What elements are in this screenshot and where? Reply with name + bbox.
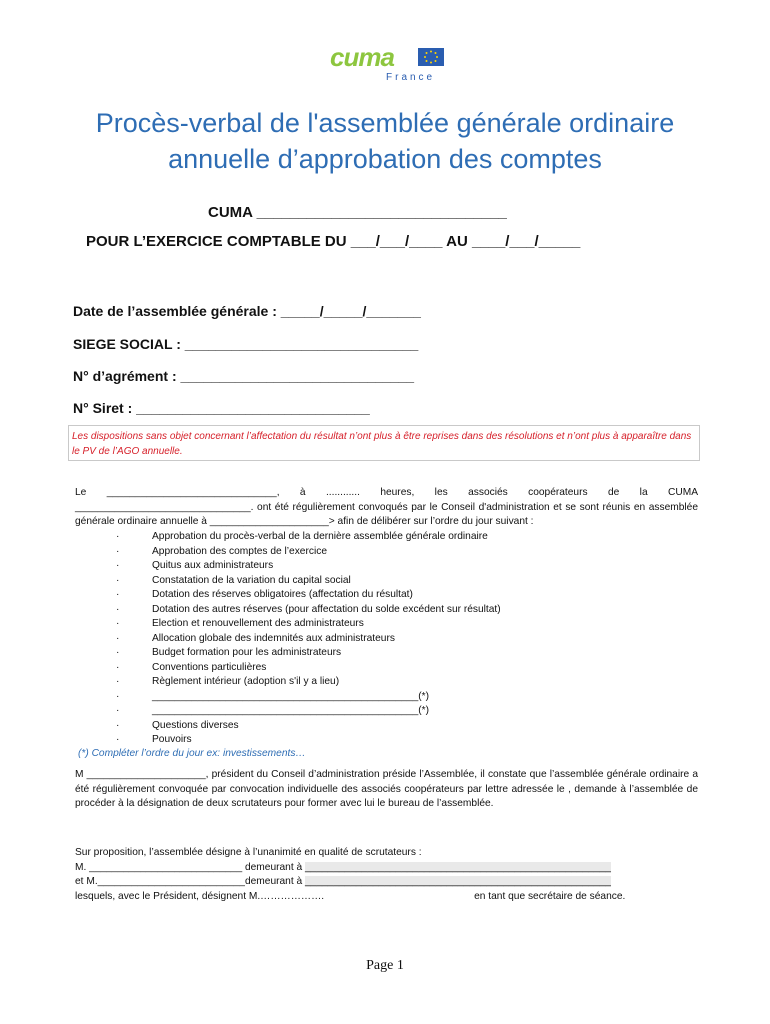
bullet: · <box>116 705 120 716</box>
agenda-item-label: _______________________________________________(*) <box>152 690 430 702</box>
bullet: · <box>116 618 120 629</box>
bullet: · <box>116 560 120 571</box>
agenda-item-label: Règlement intérieur (adoption s'il y a lieu) <box>152 676 340 687</box>
scrutineer-2-name: et M.__________________________demeurant à <box>75 876 305 887</box>
bullet: · <box>116 632 120 644</box>
agenda-item-label: Dotation des réserves obligatoires (affectation du résultat) <box>152 589 413 600</box>
bullet: · <box>116 545 120 557</box>
agenda-item-label: Pouvoirs <box>152 734 192 745</box>
list-item <box>116 646 501 661</box>
bullet: · <box>116 734 120 745</box>
list-item <box>116 733 501 748</box>
bullet: · <box>116 603 120 615</box>
list-item <box>116 690 501 705</box>
notice-box <box>68 425 700 461</box>
agenda-item-label: Conventions particulières <box>152 661 267 673</box>
agenda-item-label: Questions diverses <box>152 719 239 731</box>
bullet: · <box>116 531 120 542</box>
agenda-item-label: Constatation de la variation du capital social <box>152 574 351 586</box>
siret-field: N° Siret : ______________________________ <box>73 400 370 416</box>
agenda-footnote: (*) Compléter l’ordre du jour ex: investissements… <box>78 748 306 759</box>
agenda-item-label: Approbation du procès-verbal de la dernière assemblée générale ordinaire <box>152 531 488 542</box>
scrutineers-paragraph <box>75 846 698 904</box>
list-item <box>116 661 501 676</box>
bullet: · <box>116 719 120 731</box>
list-item <box>116 559 501 574</box>
list-item <box>116 632 501 647</box>
scrutineer-2-address: ______________________________________________________ <box>305 876 611 887</box>
list-item <box>116 603 501 618</box>
logo-subtitle: France <box>386 72 436 83</box>
bullet: · <box>116 661 120 673</box>
scrutineer-1-line <box>75 861 698 876</box>
document-title-line-2: annuelle d’approbation des comptes <box>168 144 602 174</box>
list-item <box>116 588 501 603</box>
list-item <box>116 704 501 719</box>
scrutineer-1-name: M. ___________________________ demeurant à <box>75 861 305 873</box>
page-number: Page 1 <box>366 958 404 973</box>
list-item <box>116 574 501 589</box>
bullet: · <box>116 676 120 687</box>
agenda-item-label: Allocation globale des indemnités aux administrateurs <box>152 632 395 644</box>
agenda-item-label: Approbation des comptes de l’exercice <box>152 545 327 557</box>
list-item <box>116 545 501 560</box>
notice-text: Les dispositions sans objet concernant l’affectation du résultat n’ont plus à être reprises dans des résolutions et n’ont plus à apparaître dans le PV de l’AGO annuelle. <box>72 431 692 457</box>
agenda-item-label: _______________________________________________(*) <box>152 705 430 716</box>
scrutineer-1-address: ______________________________________________________ <box>305 861 611 873</box>
convocation-paragraph: Le ______________________________, à ............ heures, les associés coopérateurs de la CUMA _______________________________. ont été régulièrement convoqués par le Conseil d'administration et se sont réunis en assemblée générale ordinaire annuelle à _____________________> afin de délibérer sur l’ordre du jour suivant : <box>75 487 698 527</box>
bullet: · <box>116 589 120 600</box>
scrutineers-intro: Sur proposition, l’assemblée désigne à l’unanimité en qualité de scrutateurs : <box>75 847 422 858</box>
eu-flag-icon <box>418 48 444 66</box>
assembly-date-field: Date de l’assemblée générale : _____/_____/_______ <box>73 303 421 319</box>
scrutineer-2-line <box>75 875 698 890</box>
agenda-item-label: Budget formation pour les administrateurs <box>152 647 342 658</box>
approval-number-field: N° d’agrément : ______________________________ <box>73 368 415 384</box>
agenda-list <box>116 530 501 748</box>
list-item <box>116 719 501 734</box>
secretary-line <box>75 890 698 905</box>
president-paragraph: M _____________________, président du Conseil d’administration préside l’Assemblée, il constate que l’assemblée générale ordinaire a été régulièrement convoquée par convocation individuelle des associés coopérateurs par lettre adressée le , demande à l’assemblée de procéder à la désignation de deux scrutateurs pour former avec lui le bureau de l’assemblée. <box>75 769 698 809</box>
list-item <box>116 617 501 632</box>
document-title-line-1: Procès-verbal de l'assemblée générale ordinaire <box>95 108 675 138</box>
list-item <box>116 675 501 690</box>
fiscal-year-line: POUR L’EXERCICE COMPTABLE DU ___/___/____ AU ____/___/_____ <box>86 233 581 250</box>
agenda-item-label: Dotation des autres réserves (pour affectation du solde excédent sur résultat) <box>152 603 501 615</box>
head-office-field: SIEGE SOCIAL : ______________________________ <box>73 336 419 352</box>
cuma-france-logo <box>330 42 450 88</box>
logo-brand: cuma <box>330 42 394 72</box>
bullet: · <box>116 690 120 702</box>
bullet: · <box>116 574 120 586</box>
list-item <box>116 530 501 545</box>
secretary-name: lesquels, avec le Président, désignent M.………………. <box>75 890 325 902</box>
secretary-role: en tant que secrétaire de séance. <box>474 890 626 902</box>
bullet: · <box>116 647 120 658</box>
cuma-name-line: CUMA ______________________________ <box>208 204 507 221</box>
agenda-item-label: Quitus aux administrateurs <box>152 560 274 571</box>
agenda-item-label: Election et renouvellement des administrateurs <box>152 618 364 629</box>
